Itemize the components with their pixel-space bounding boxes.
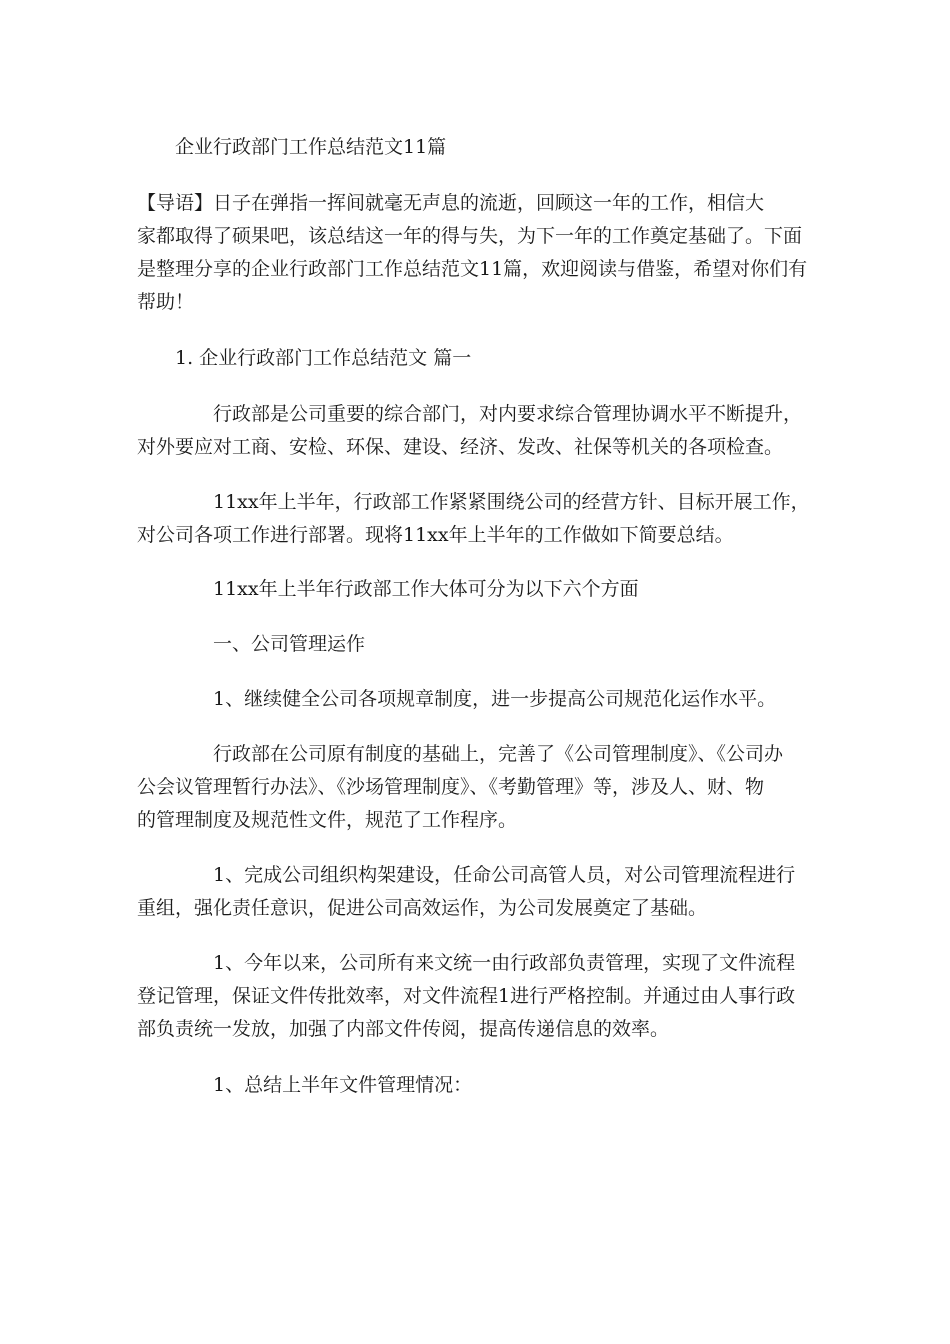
intro-line: 家都取得了硕果吧，该总结这一年的得与失，为下一年的工作奠定基础了。下面 (137, 225, 803, 247)
paragraph-line: 的管理制度及规范性文件，规范了工作程序。 (137, 809, 518, 831)
paragraph-line: 1、总结上半年文件管理情况： (213, 1074, 473, 1096)
intro-line: 帮助！ (137, 291, 195, 313)
intro-line: 是整理分享的企业行政部门工作总结范文11篇，欢迎阅读与借鉴，希望对你们有 (137, 258, 808, 280)
paragraph-line: 部负责统一发放，加强了内部文件传阅，提高传递信息的效率。 (137, 1018, 670, 1040)
section-heading: 1. 企业行政部门工作总结范文 篇一 (175, 347, 472, 369)
paragraph-line: 1、继续健全公司各项规章制度，进一步提高公司规范化运作水平。 (213, 688, 777, 710)
paragraph-line: 一、公司管理运作 (213, 633, 366, 655)
paragraph-line: 行政部在公司原有制度的基础上，完善了《公司管理制度》、《公司办 (213, 743, 784, 765)
paragraph-line: 1、完成公司组织构架建设，任命公司高管人员，对公司管理流程进行 (213, 864, 796, 886)
document-title: 企业行政部门工作总结范文11篇 (175, 136, 447, 158)
paragraph-line: 11xx年上半年，行政部工作紧紧围绕公司的经营方针、目标开展工作， (213, 491, 810, 513)
paragraph-line: 重组，强化责任意识，促进公司高效运作，为公司发展奠定了基础。 (137, 897, 708, 919)
paragraph-line: 公会议管理暂行办法》、《沙场管理制度》、《考勤管理》等，涉及人、财、物 (137, 776, 765, 798)
paragraph-line: 登记管理，保证文件传批效率，对文件流程1进行严格控制。并通过由人事行政 (137, 985, 796, 1007)
paragraph-line: 对外要应对工商、安检、环保、建设、经济、发改、社保等机关的各项检查。 (137, 436, 784, 458)
paragraph-line: 对公司各项工作进行部署。现将11xx年上半年的工作做如下简要总结。 (137, 524, 734, 546)
paragraph-line: 11xx年上半年行政部工作大体可分为以下六个方面 (213, 578, 639, 600)
intro-line: 【导语】日子在弹指一挥间就毫无声息的流逝，回顾这一年的工作，相信大 (137, 192, 765, 214)
paragraph-line: 行政部是公司重要的综合部门，对内要求综合管理协调水平不断提升， (213, 403, 803, 425)
paragraph-line: 1、今年以来，公司所有来文统一由行政部负责管理，实现了文件流程 (213, 952, 796, 974)
